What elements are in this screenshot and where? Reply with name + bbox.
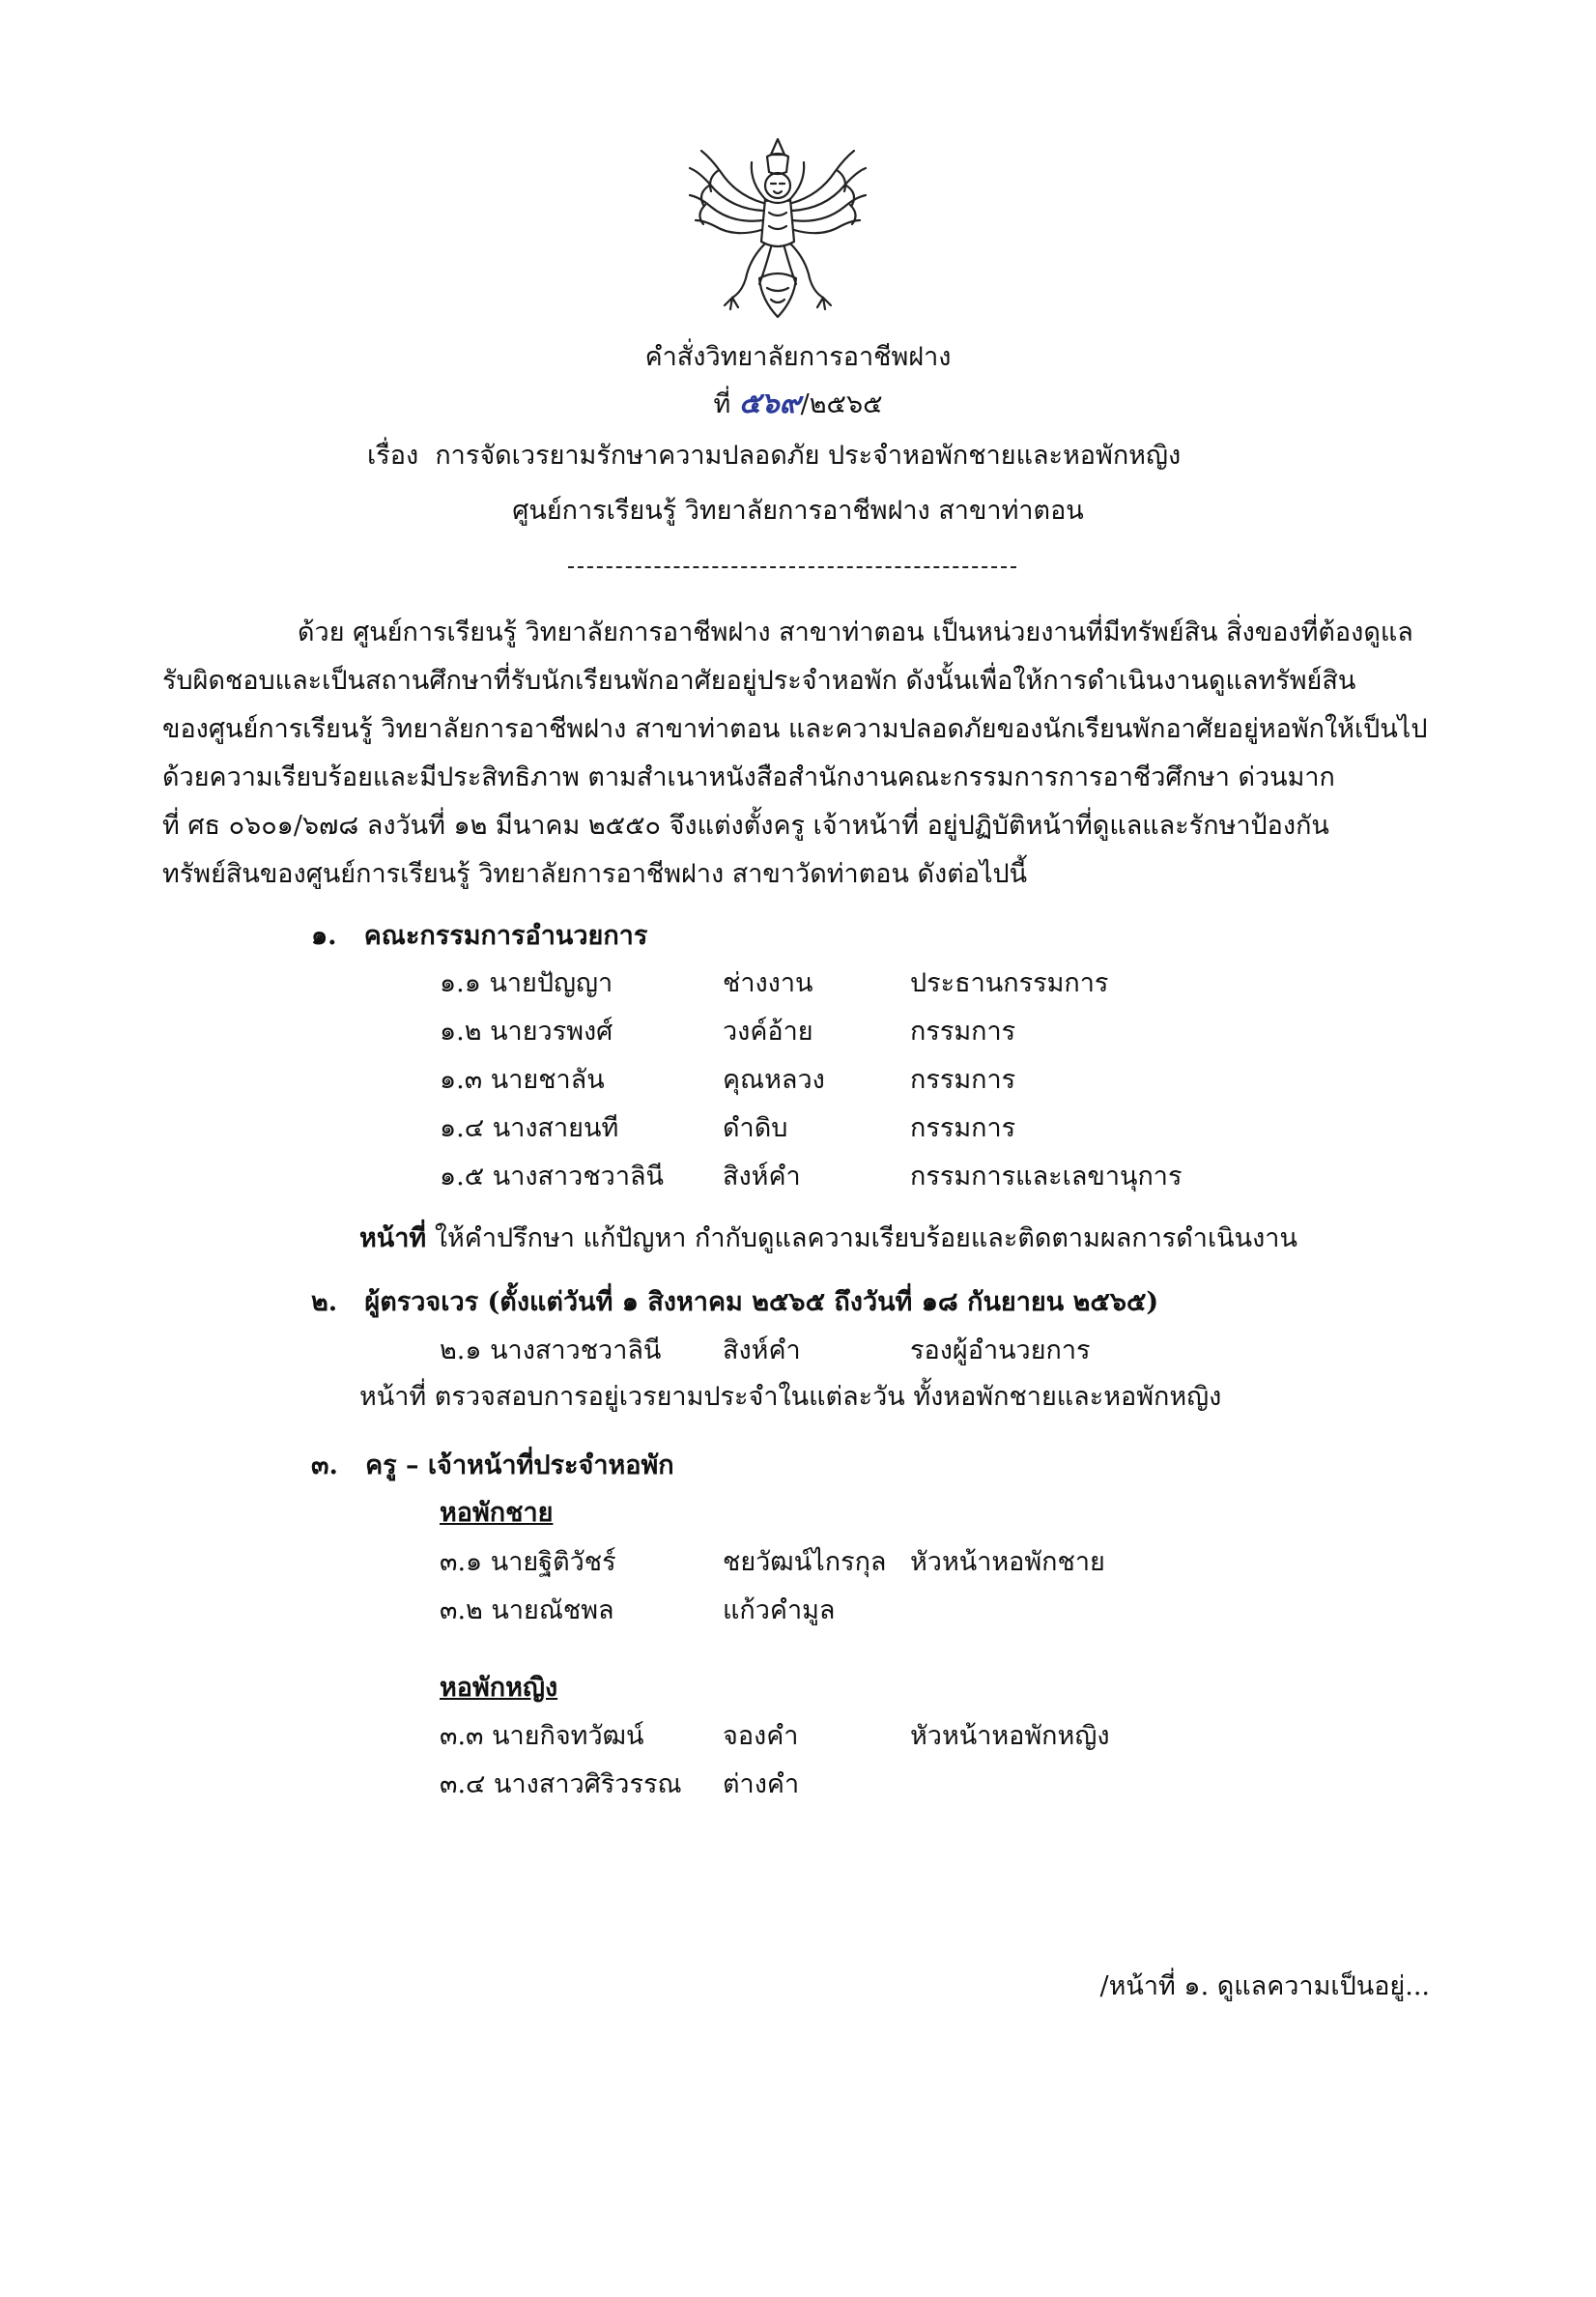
member-role: ประธานกรรมการ: [910, 968, 1109, 998]
section2-heading: ๒. ผู้ตรวจเวร (ตั้งแต่วันที่ ๑ สิงหาคม ๒๕๖๕ ถึงวันที่ ๑๘ กันยายน ๒๕๖๕): [311, 1287, 1159, 1317]
section2-duty: หน้าที่ ตรวจสอบการอยู่เวรยามประจำในแต่ละวัน ทั้งหอพักชายและหอพักหญิง: [359, 1382, 1222, 1412]
order-number-prefix: ที่: [713, 389, 731, 419]
intro-line5: ที่ ศธ ๐๖๐๑/๖๗๘ ลงวันที่ ๑๒ มีนาคม ๒๕๕๐ จึงแต่งตั้งครู เจ้าหน้าที่ อยู่ปฏิบัติหน้าที่ดูแลและรักษาป้องกัน: [162, 811, 1329, 841]
member-name: ๑.๕ นางสาวชวาลินี: [440, 1162, 664, 1192]
member-role: กรรมการและเลขานุการ: [910, 1162, 1183, 1192]
intro-line4: ด้วยความเรียบร้อยและมีประสิทธิภาพ ตามสำเนาหนังสือสำนักงานคณะกรรมการการอาชีวศึกษา ด่วนมาก: [162, 762, 1335, 792]
member-surname: จองคำ: [723, 1721, 799, 1751]
header-divider: [568, 566, 1016, 568]
garuda-emblem-icon: [682, 133, 873, 327]
member-name: ๑.๓ นายชาลัน: [440, 1065, 605, 1095]
male-dorm-heading: หอพักชาย: [440, 1498, 554, 1528]
member-name: ๓.๒ นายณัชพล: [440, 1595, 614, 1625]
member-surname: คุณหลวง: [723, 1065, 825, 1095]
subject-line: [367, 443, 1181, 469]
member-name: ๑.๒ นายวรพงศ์: [440, 1017, 613, 1047]
intro-paragraph: [162, 609, 1428, 899]
member-role: กรรมการ: [910, 1113, 1016, 1143]
member-name: ๑.๔ นางสายนที: [440, 1113, 619, 1143]
member-name: ๓.๓ นายกิจทวัฒน์: [440, 1721, 644, 1751]
order-number-handwritten: ๕๖๙: [738, 387, 801, 420]
member-role: หัวหน้าหอพักหญิง: [910, 1721, 1110, 1751]
subject-line1: การจัดเวรยามรักษาความปลอดภัย ประจำหอพักชายและหอพักหญิง: [435, 441, 1182, 471]
member-role: รองผู้อำนวยการ: [910, 1335, 1091, 1365]
duty-text: ให้คำปรึกษา แก้ปัญหา กำกับดูแลความเรียบร้อยและติดตามผลการดำเนินงาน: [434, 1223, 1297, 1253]
member-surname: ดำดิบ: [723, 1113, 788, 1143]
member-name: ๑.๑ นายปัญญา: [440, 968, 613, 998]
member-surname: แก้วคำมูล: [723, 1595, 836, 1625]
member-name: ๓.๑ นายฐิติวัชร์: [440, 1547, 616, 1577]
order-title: คำสั่งวิทยาลัยการอาชีพฝาง: [644, 342, 952, 372]
member-role: หัวหน้าหอพักชาย: [910, 1547, 1105, 1577]
intro-line1: ด้วย ศูนย์การเรียนรู้ วิทยาลัยการอาชีพฝาง สาขาท่าตอน เป็นหน่วยงานที่มีทรัพย์สิน สิ่งของที่ต้องดูแล: [298, 617, 1413, 647]
subject-label: เรื่อง: [367, 441, 419, 471]
member-surname: สิงห์คำ: [723, 1335, 801, 1365]
member-role: กรรมการ: [910, 1017, 1016, 1047]
member-name: ๒.๑ นางสาวชวาลินี: [440, 1335, 662, 1365]
member-surname: สิงห์คำ: [723, 1162, 801, 1192]
member-role: กรรมการ: [910, 1065, 1016, 1095]
intro-line6: ทรัพย์สินของศูนย์การเรียนรู้ วิทยาลัยการอาชีพฝาง สาขาวัดท่าตอน ดังต่อไปนี้: [162, 859, 1028, 889]
member-surname: ชยวัฒน์ไกรกุล: [723, 1547, 887, 1577]
member-name: ๓.๔ นางสาวศิริวรรณ: [440, 1769, 682, 1799]
intro-line3: ของศูนย์การเรียนรู้ วิทยาลัยการอาชีพฝาง สาขาท่าตอน และความปลอดภัยของนักเรียนพักอาศัยอยู่หอพักให้เป็นไป: [162, 714, 1428, 744]
section1-heading: ๑. คณะกรรมการอำนวยการ: [311, 921, 648, 951]
order-number-suffix: /๒๕๖๕: [800, 389, 883, 419]
female-dorm-heading: หอพักหญิง: [440, 1673, 558, 1703]
member-surname: ช่างงาน: [723, 968, 813, 998]
duty-label: หน้าที่: [359, 1223, 427, 1253]
member-surname: ต่างคำ: [723, 1769, 800, 1799]
subject-line2: ศูนย์การเรียนรู้ วิทยาลัยการอาชีพฝาง สาขาท่าตอน: [512, 496, 1084, 526]
section1-duty: [359, 1225, 1297, 1251]
continuation-note: /หน้าที่ ๑. ดูแลความเป็นอยู่...: [1099, 1971, 1430, 2001]
member-surname: วงค์อ้าย: [723, 1017, 813, 1047]
intro-line2: รับผิดชอบและเป็นสถานศึกษาที่รับนักเรียนพักอาศัยอยู่ประจำหอพัก ดังนั้นเพื่อให้การดำเนินงานดูแลทรัพย์สิน: [162, 666, 1356, 696]
order-number: [0, 389, 1596, 418]
section3-heading: ๓. ครู – เจ้าหน้าที่ประจำหอพัก: [311, 1450, 674, 1480]
